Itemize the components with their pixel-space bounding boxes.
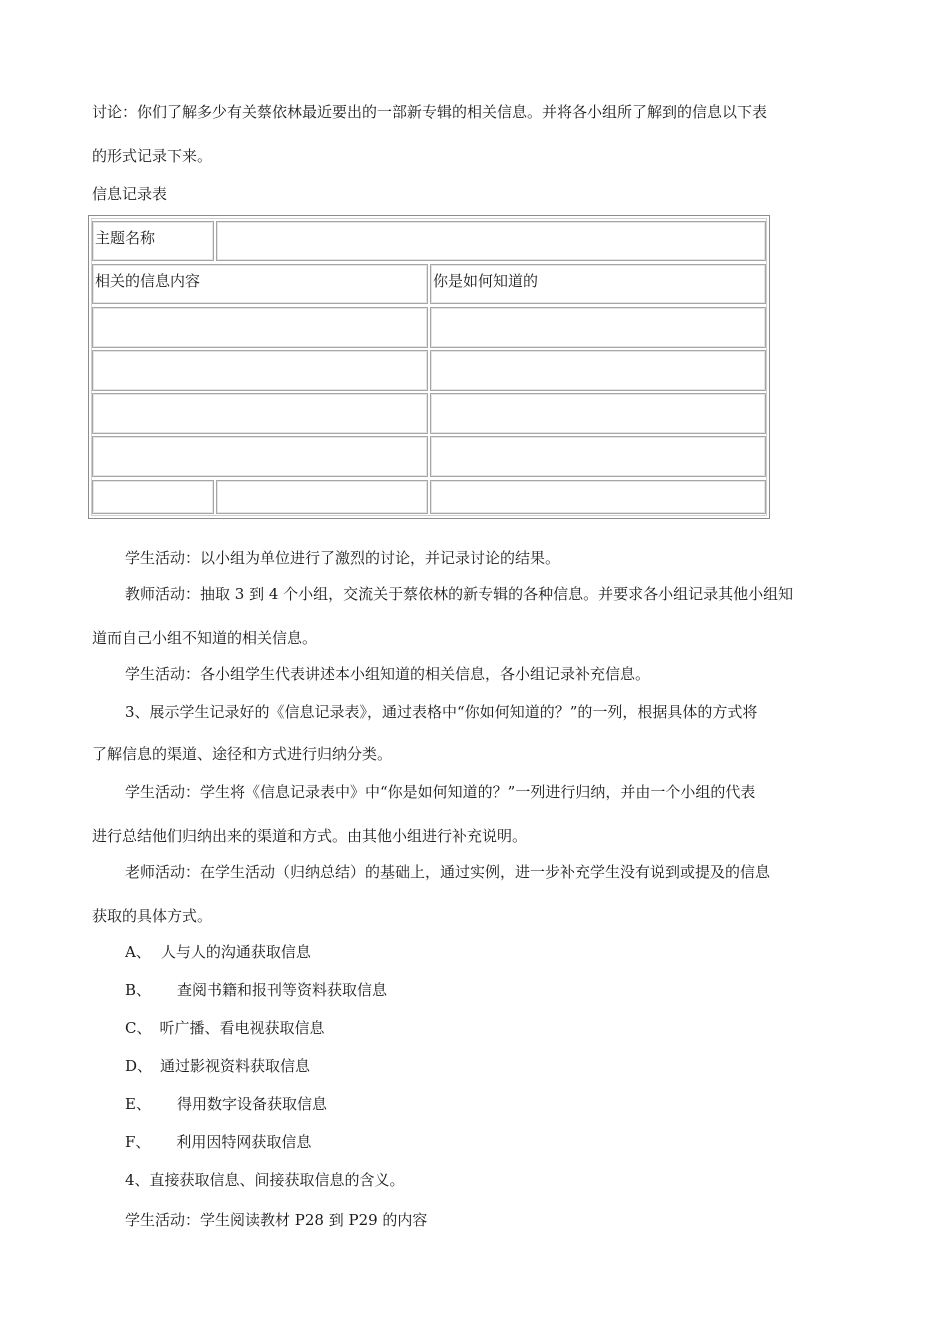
info-record-table: [88, 215, 770, 519]
table-cell-empty: [430, 480, 766, 514]
table-cell-empty: [92, 307, 428, 348]
table-cell-empty: [216, 480, 428, 514]
table-cell-empty: [92, 436, 428, 477]
topic-label-cell: [92, 221, 214, 261]
list-text: 得用数字设备获取信息: [176, 1095, 327, 1113]
paragraph-teacher-activity-b: 道而自己小组不知道的相关信息。: [92, 629, 318, 647]
paragraph-step-4: 4、直接获取信息、间接获取信息的含义。: [125, 1171, 405, 1189]
list-marker: E、: [125, 1095, 151, 1113]
header-content: 相关的信息内容: [95, 272, 201, 290]
list-text: 利用因特网获取信息: [176, 1133, 312, 1151]
list-text: 听广播、看电视获取信息: [159, 1019, 325, 1037]
list-text: 人与人的沟通获取信息: [160, 943, 311, 961]
list-text: 查阅书籍和报刊等资料获取信息: [177, 981, 388, 999]
paragraph-student-activity-1: 学生活动：以小组为单位进行了激烈的讨论，并记录讨论的结果。: [125, 549, 561, 567]
topic-label: 主题名称: [95, 229, 156, 247]
paragraph-student-activity-4: 学生活动：学生阅读教材 P28 到 P29 的内容: [125, 1211, 428, 1229]
table-caption: 信息记录表: [92, 185, 168, 203]
list-marker: B、: [125, 981, 152, 999]
paragraph-student-activity-2: 学生活动：各小组学生代表讲述本小组知道的相关信息，各小组记录补充信息。: [125, 665, 651, 683]
table-cell-empty: [430, 436, 766, 477]
list-item: [125, 1132, 311, 1152]
paragraph-student-activity-3-b: 进行总结他们归纳出来的渠道和方式。由其他小组进行补充说明。: [92, 827, 528, 845]
paragraph-teacher-activity-a: 教师活动：抽取 3 到 4 个小组，交流关于蔡依林的新专辑的各种信息。并要求各小组记录其他小组知: [125, 585, 794, 603]
table-cell-empty: [92, 393, 428, 434]
table-cell-empty: [430, 307, 766, 348]
list-item: [125, 1018, 325, 1038]
list-text: 通过影视资料获取信息: [160, 1057, 311, 1075]
paragraph-teacher-activity-2-a: 老师活动：在学生活动（归纳总结）的基础上，通过实例，进一步补充学生没有说到或提及的信息: [125, 863, 771, 881]
table-cell-empty: [430, 393, 766, 434]
paragraph-student-activity-3-a: 学生活动：学生将《信息记录表中》中“你是如何知道的？”一列进行归纳，并由一个小组的代表: [125, 783, 756, 801]
table-cell-empty: [92, 480, 214, 514]
list-item: [125, 980, 387, 1000]
list-marker: D、: [125, 1057, 153, 1075]
intro-line-1: 讨论：你们了解多少有关蔡依林最近要出的一部新专辑的相关信息。并将各小组所了解到的信息以下表: [92, 103, 768, 121]
intro-line-2: 的形式记录下来。: [92, 147, 213, 165]
list-item: [125, 1094, 327, 1114]
paragraph-step-3-a: 3、展示学生记录好的《信息记录表》，通过表格中“你如何知道的？”的一列，根据具体的方式将: [125, 703, 758, 721]
list-marker: F、: [125, 1133, 151, 1151]
list-marker: A、: [125, 943, 151, 961]
list-item: [125, 942, 311, 962]
header-how: 你是如何知道的: [433, 272, 539, 290]
header-content-cell: [92, 264, 428, 304]
paragraph-teacher-activity-2-b: 获取的具体方式。: [92, 907, 213, 925]
table-cell-empty: [430, 350, 766, 391]
list-item: [125, 1056, 310, 1076]
list-marker: C、: [125, 1019, 152, 1037]
topic-value-cell: [216, 221, 766, 261]
paragraph-step-3-b: 了解信息的渠道、途径和方式进行归纳分类。: [92, 745, 393, 763]
table-cell-empty: [92, 350, 428, 391]
header-how-cell: [430, 264, 766, 304]
